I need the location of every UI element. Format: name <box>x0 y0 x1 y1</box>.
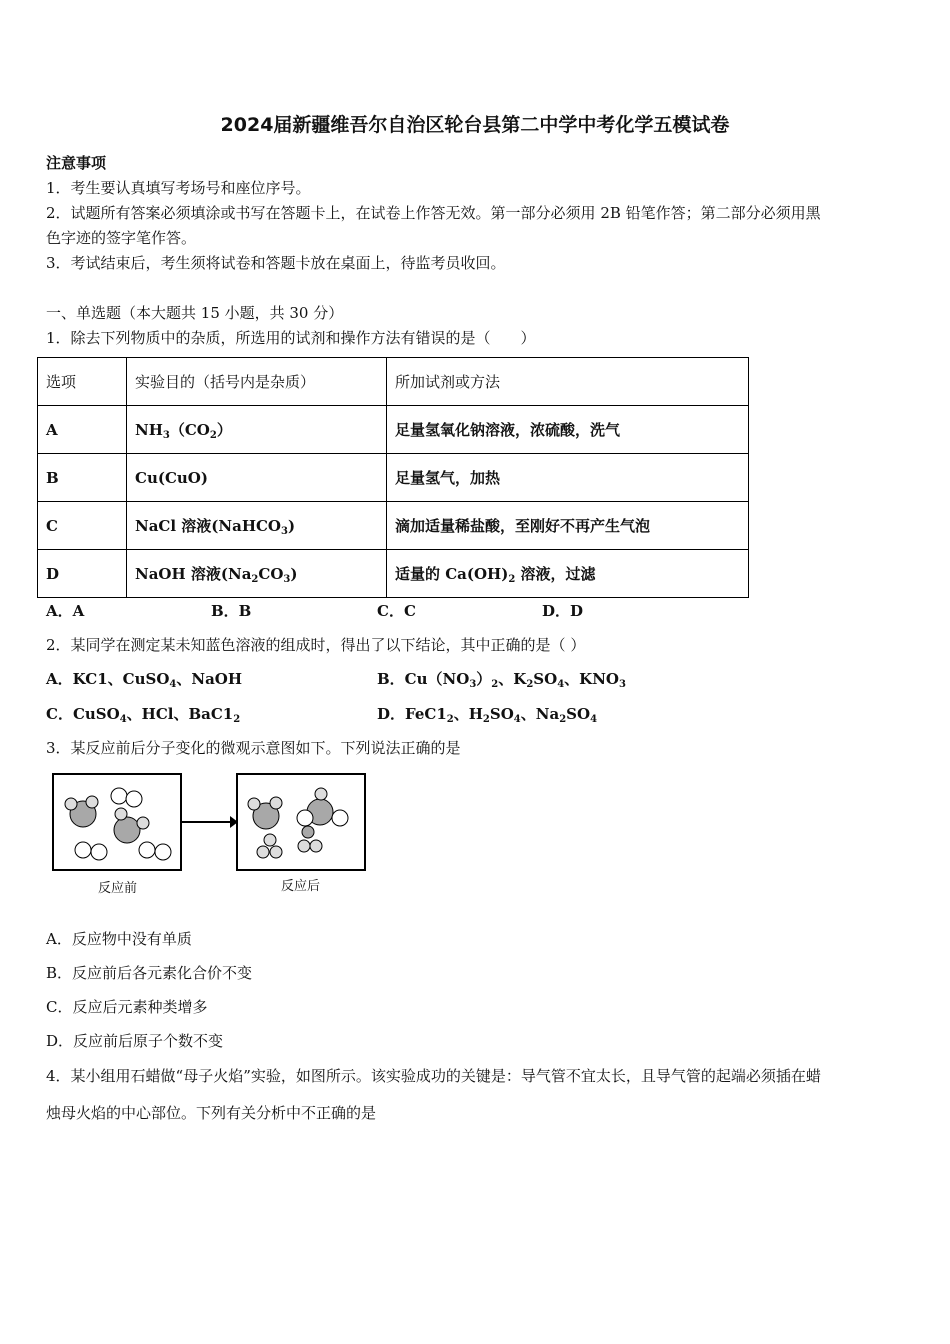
atom-small <box>302 826 314 838</box>
notice-item-1: 1．考生要认真填写考场号和座位序号。 <box>46 179 311 197</box>
q1-table <box>37 357 749 598</box>
atom-small <box>137 817 149 829</box>
section-heading: 一、单选题（本大题共 15 小题，共 30 分） <box>46 304 344 322</box>
caption-before: 反应前 <box>98 881 138 896</box>
q2-option-c: C．CuSO$_4$、HCl、$BaC1_2$ <box>46 705 241 725</box>
q1-option-d: D．D <box>542 602 584 620</box>
atom-small <box>264 834 276 846</box>
table-cell-method: 足量氢氧化钠溶液，浓硫酸，洗气 <box>387 406 749 454</box>
notice-item-2: 2．试题所有答案必须填涂或书写在答题卡上，在试卷上作答无效。第一部分必须用 2B 铅笔作答；第二部分必须用黑 <box>46 204 821 222</box>
atom-small <box>111 788 127 804</box>
atom-small <box>298 840 310 852</box>
q3-stem: 3．某反应前后分子变化的微观示意图如下。下列说法正确的是 <box>46 739 461 757</box>
atom-small <box>270 797 282 809</box>
q2-option-a: A．KC1、CuSO$_4$、NaOH <box>46 670 243 690</box>
atom-big <box>114 817 140 843</box>
q1-option-b: B．B <box>211 602 252 620</box>
table-cell-purpose: NaOH 溶液$(Na_2CO_3)$ <box>127 550 387 598</box>
q3-option-c: C．反应后元素种类增多 <box>46 998 208 1016</box>
atom-small <box>86 796 98 808</box>
table-header: 所加试剂或方法 <box>387 358 749 406</box>
q2-stem: 2．某同学在测定某未知蓝色溶液的组成时，得出了以下结论，其中正确的是（ ） <box>46 636 586 654</box>
q3-option-d: D．反应前后原子个数不变 <box>46 1032 224 1050</box>
table-row <box>38 454 749 502</box>
atom-small <box>270 846 282 858</box>
atom-small <box>139 842 155 858</box>
q1-option-a: A．A <box>46 602 85 620</box>
table-cell-option: C <box>38 502 127 550</box>
q1-stem: 1．除去下列物质中的杂质，所选用的试剂和操作方法有错误的是（ ） <box>46 329 536 347</box>
atom-small <box>91 844 107 860</box>
atom-small <box>310 840 322 852</box>
atom-small <box>126 791 142 807</box>
table-cell-option: B <box>38 454 127 502</box>
table-cell-method: 滴加适量稀盐酸，至刚好不再产生气泡 <box>387 502 749 550</box>
table-row <box>38 406 749 454</box>
table-cell-method: 适量的 $Ca(OH)_2$ 溶液，过滤 <box>387 550 749 598</box>
table-cell-purpose: Cu(CuO) <box>127 454 387 502</box>
q3-option-a: A．反应物中没有单质 <box>46 930 192 948</box>
table-cell-purpose: NaCl 溶液(NaHCO$_3$) <box>127 502 387 550</box>
q3-option-b: B．反应前后各元素化合价不变 <box>46 964 253 982</box>
atom-small <box>297 810 313 826</box>
table-header: 实验目的（括号内是杂质） <box>127 358 387 406</box>
atom-small <box>257 846 269 858</box>
table-row <box>38 550 749 598</box>
q1-option-c: C．C <box>377 602 416 620</box>
atom-small <box>332 810 348 826</box>
atom-small <box>248 798 260 810</box>
notice-item-3: 3．考试结束后，考生须将试卷和答题卡放在桌面上，待监考员收回。 <box>46 254 506 272</box>
atom-small <box>115 808 127 820</box>
caption-after: 反应后 <box>281 879 321 894</box>
notice-heading: 注意事项 <box>46 154 107 172</box>
q2-option-b: B．$Cu(NO_3)_2$、$K_2SO_4$、$KNO_3$ <box>377 670 626 690</box>
table-row <box>38 502 749 550</box>
notice-item-2-cont: 色字迹的签字笔作答。 <box>46 229 197 247</box>
table-cell-method: 足量氢气，加热 <box>387 454 749 502</box>
q4-stem: 4．某小组用石蜡做“母子火焰”实验，如图所示。该实验成功的关键是：导气管不宜太长，且导气管的起端必须插在蜡 <box>46 1067 821 1085</box>
atom-small <box>155 844 171 860</box>
atom-small <box>315 788 327 800</box>
table-cell-option: D <box>38 550 127 598</box>
page-title: 2024届新疆维吾尔自治区轮台县第二中学中考化学五模试卷 <box>220 114 730 136</box>
atom-small <box>75 842 91 858</box>
atom-small <box>65 798 77 810</box>
table-header: 选项 <box>38 358 127 406</box>
table-cell-option: A <box>38 406 127 454</box>
q4-stem-cont: 烛母火焰的中心部位。下列有关分析中不正确的是 <box>46 1104 377 1122</box>
table-header-row <box>38 358 749 406</box>
table-cell-purpose: $NH_3(CO_2)$ <box>127 406 387 454</box>
q2-option-d: D．$FeC1_2$、$H_2SO_4$、$Na_2SO_4$ <box>377 705 598 725</box>
